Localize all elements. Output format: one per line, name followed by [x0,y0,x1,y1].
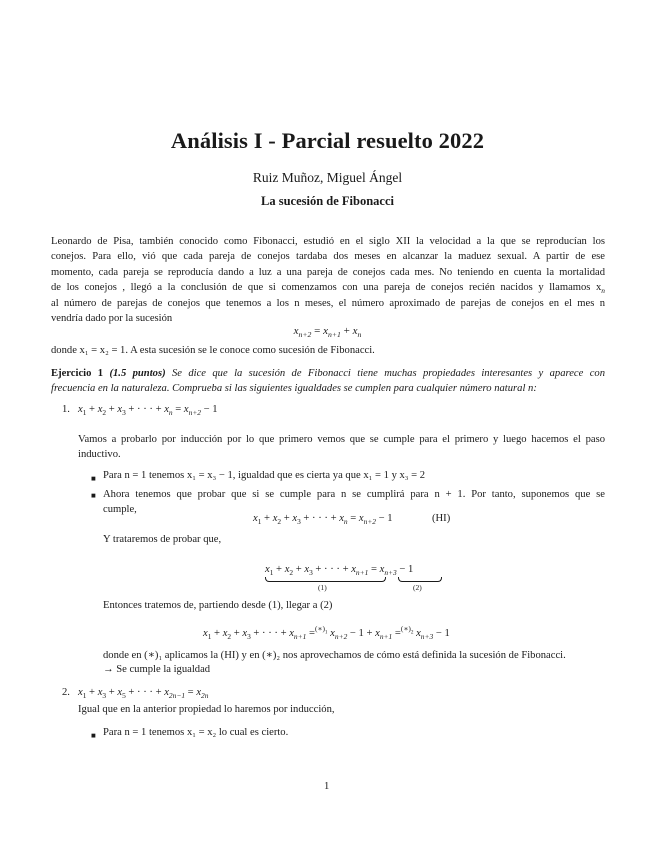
intro-paragraph [51,234,605,326]
conclusion-text: → Se cumple la igualdad [103,664,211,675]
fibonacci-definition-text: donde x₁ = x₂ = 1. A esta sucesión se le conoce como sucesión de Fibonacci. [51,345,375,356]
document-author: Ruiz Muñoz, Miguel Ángel [252,170,403,185]
intro-line-5: al número de parejas de conejos que tenemos a los n meses, el número aproximado de parejas de conejos en el mes n [51,297,605,309]
intro-line-3: momento, cada pareja se reproducía dando a luz a una pareja de conejos cada mes. No teniendo en cuenta la mortalidad [51,266,605,278]
target-equation: $x_1 + x_2 + x_3$ + · · · + $x_{n+1} = x_{n+3} - 1$ [265,564,414,578]
item-1-formula: $x_1 + x_2 + x_3$ + · · · + $x_n = x_{n+2} - 1$ [78,404,218,418]
intro-line-6: vendría dado por la sucesión [51,312,173,324]
underbrace-left [265,577,386,582]
brace-label-1: (1) [318,583,327,592]
bullet-icon: ■ [91,474,96,483]
where-explanation: donde en (∗)₁ aplicamos la (HI) y en (∗)₂ nos aprovechamos de cómo está definida la sucesión de Fibonacci. [103,650,566,661]
induction-hypothesis-tag: (HI) [432,513,451,524]
exercise-points: (1.5 puntos) [109,368,166,379]
item-2-number: 2. [62,687,70,698]
then-text: Entonces tratemos de, partiendo desde (1), llegar a (2) [103,600,333,611]
item-1-proof-intro: Vamos a probarlo por inducción por lo que primero vemos que se cumple para el primero y luego hacemos el paso inductivo. [78,434,605,461]
brace-label-2: (2) [413,583,422,592]
exercise-statement: Ejercicio 1 (1.5 puntos) Se dice que la sucesión de Fibonacci tiene muchas propiedades interesantes y aparece con frecuencia en la naturaleza. Comprueba si las siguientes igualdades se cumplen para cualquier número natural n: [51,368,606,395]
underbrace-right [398,577,442,582]
item-1-inductive-step: Ahora tenemos que probar que si se cumple para n se cumplirá para n + 1. Por tanto, suponemos que se cumple, [103,489,605,516]
item-1-base-case: Para n = 1 tenemos x₁ = x₃ − 1, igualdad que es cierta ya que x₁ = 1 y x₃ = 2 [103,470,426,481]
item-2-formula: $x_1 + x_3 + x_5$ + · · · + $x_{2n-1} = x_{2n}$ [78,687,209,701]
intro-line-2: conejos. Para ello, vió que cada pareja de conejos tardaba dos meses en alcanzar la maduez sexual. A partir de ese [51,251,605,263]
induction-hypothesis-equation: $x_1 + x_2 + x_3$ + · · · + $x_n = x_{n+2} - 1$ [253,513,393,527]
document-title: Análisis I - Parcial resuelto 2022 [170,128,485,153]
section-title: La sucesión de Fibonacci [261,194,394,208]
item-1-number: 1. [62,404,70,415]
bullet-icon: ■ [91,491,96,500]
derivation-equation: $x_1 + x_2 + x_3$ + · · · + $x_{n+1} =^{(∗)_1}$ $x_{n+2} - 1 + x_{n+1} =^{(∗)_2}$ $x_{n+3} - 1$ [203,624,450,642]
intro-line-1: Leonardo de Pisa, también conocido como Fibonacci, estudió en el siglo XII la velocidad a la que se reproducían los [51,236,605,247]
item-2-base-case: Para n = 1 tenemos x₁ = x₂ lo cual es cierto. [103,727,289,738]
bullet-icon: ■ [91,731,96,740]
exercise-label: Ejercicio 1 [51,368,104,379]
item-2-intro: Igual que en la anterior propiedad lo haremos por inducción, [78,704,335,715]
intro-line-4: de los conejos , llegó a la conclusión de que si comenzamos con una pareja de conejos recién nacidos y llamamos $x_n$ [51,282,605,296]
recurrence-equation: $x_{n+2} = x_{n+1} + x_n$ [293,325,362,340]
try-prove-text: Y trataremos de probar que, [103,534,222,545]
page-number: 1 [324,781,330,792]
